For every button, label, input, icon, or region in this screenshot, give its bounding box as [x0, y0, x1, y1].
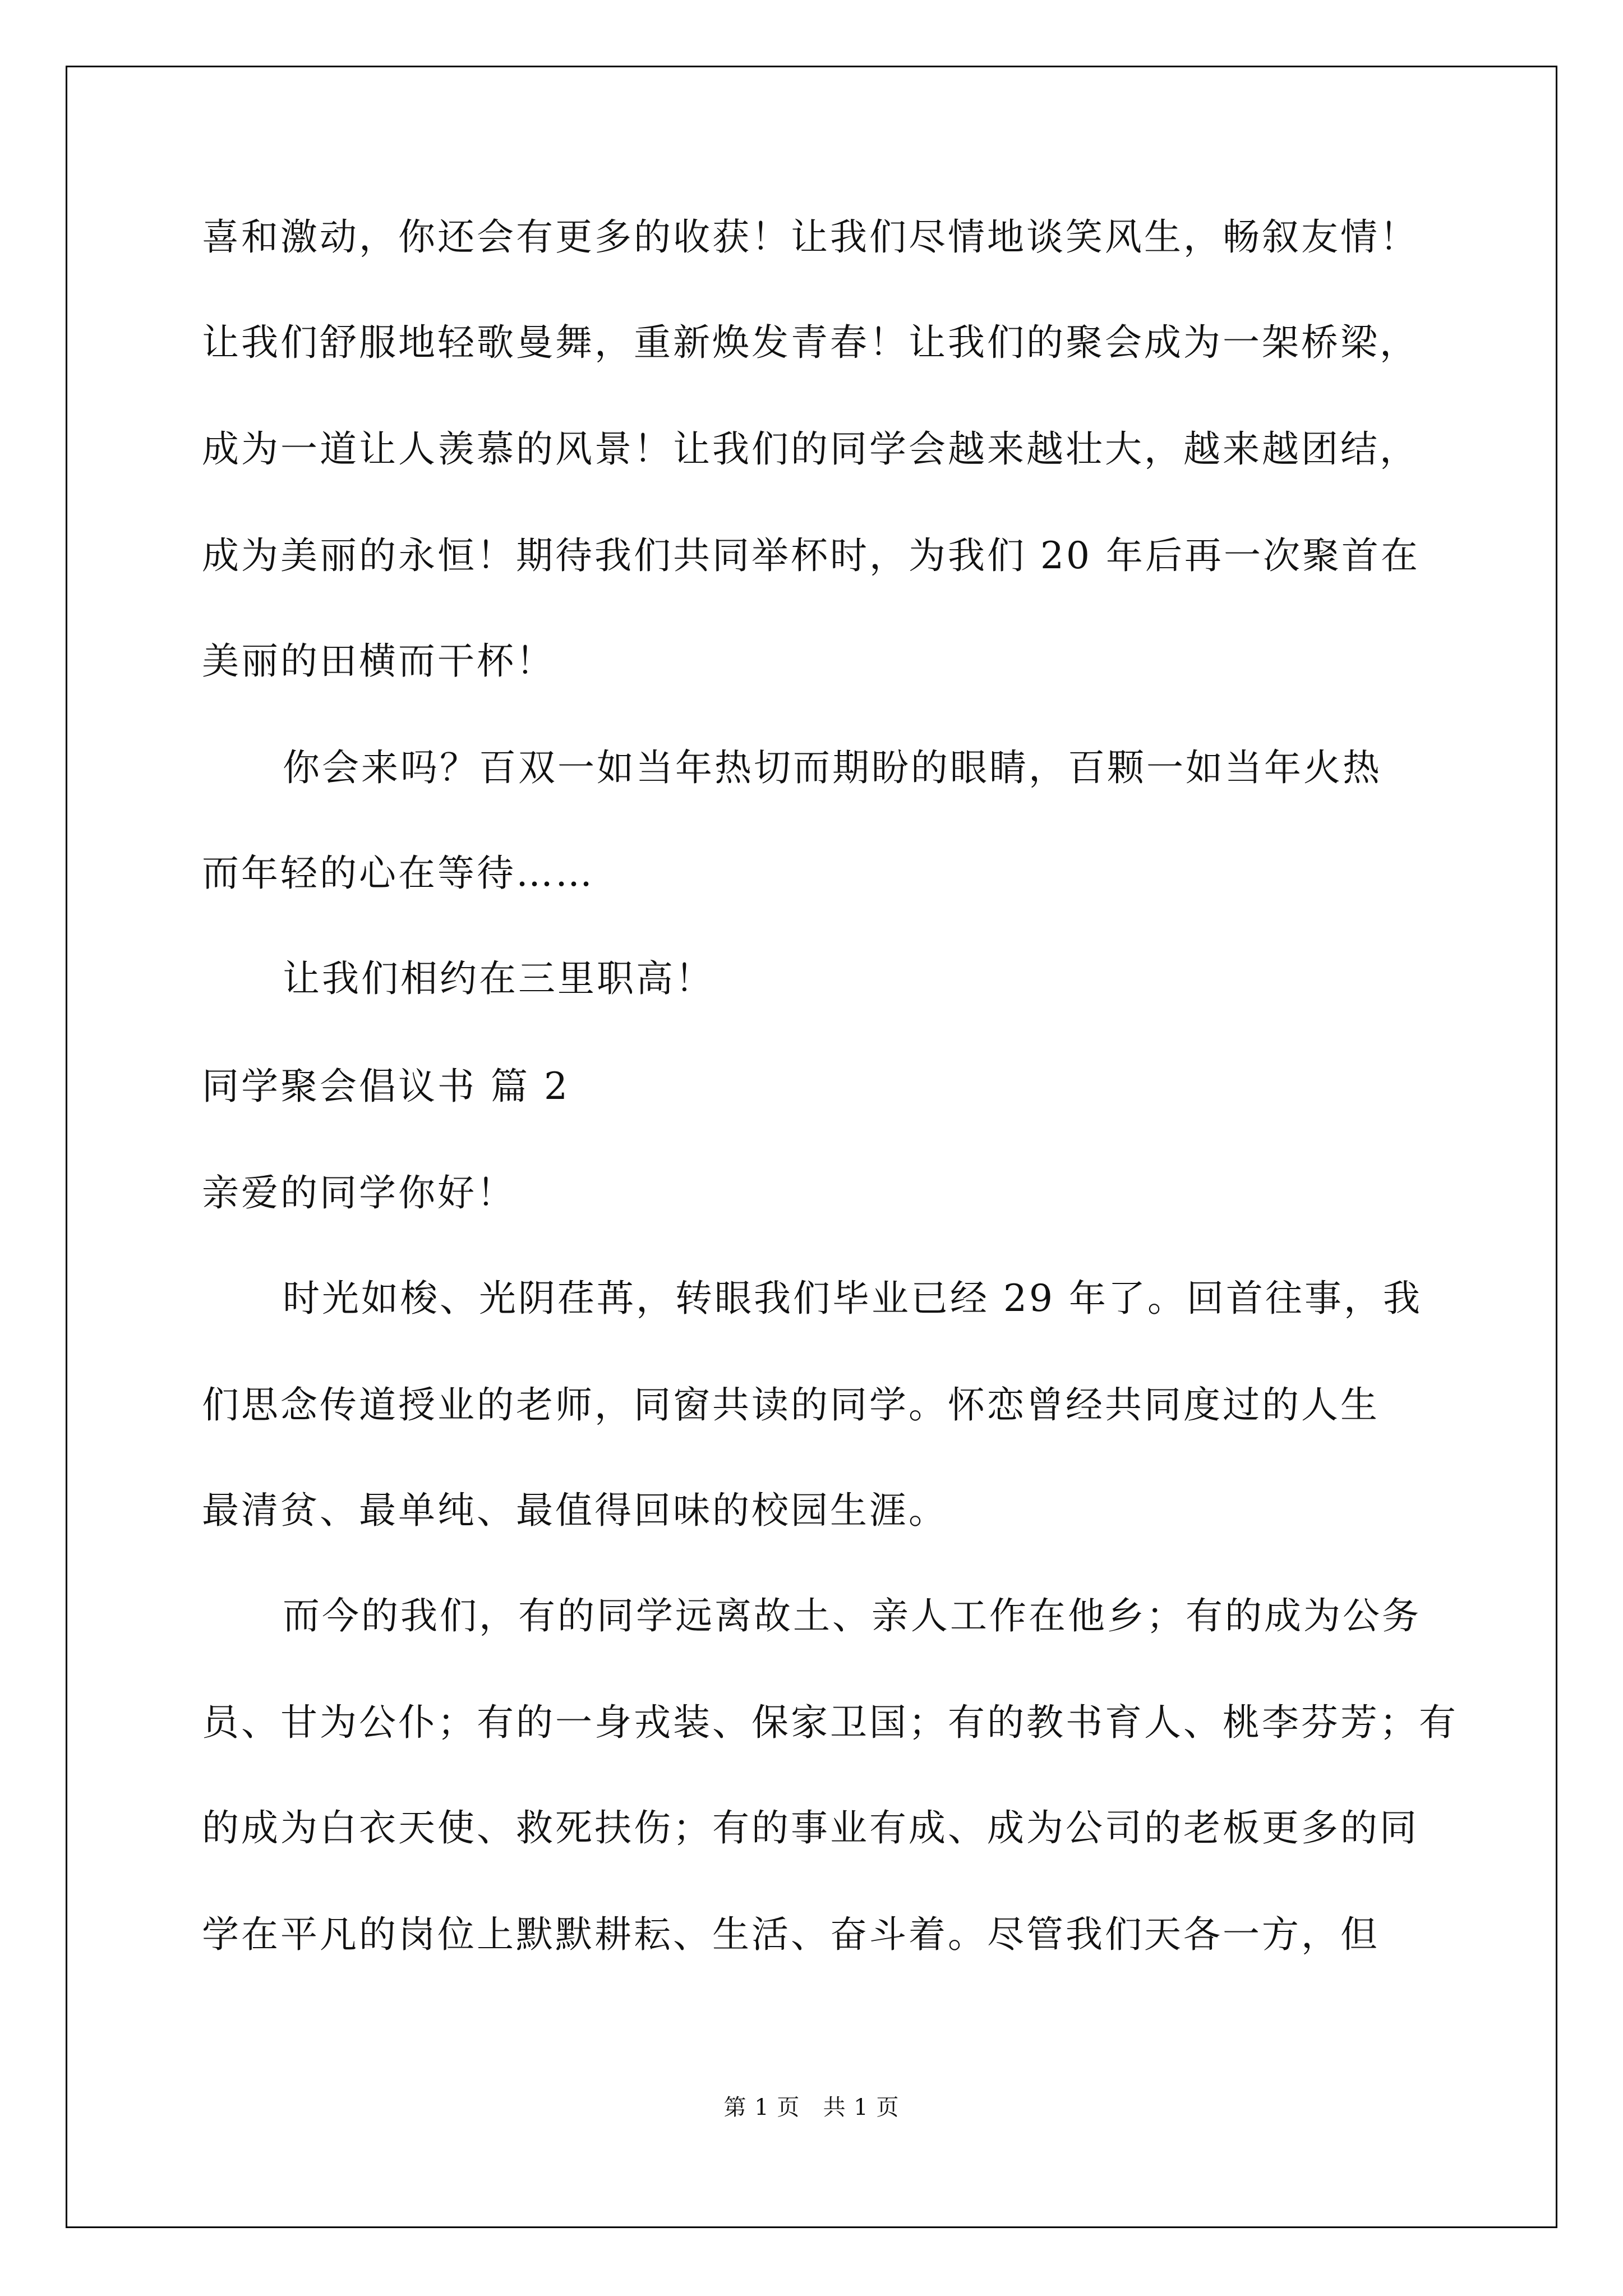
text-line: 的成为白衣天使、救死扶伤；有的事业有成、成为公司的老板更多的同	[202, 1806, 1419, 1849]
section-heading: 同学聚会倡议书 篇 2	[202, 1065, 570, 1108]
text-line: 成为一道让人羡慕的风景！让我们的同学会越来越壮大，越来越团结，	[202, 427, 1419, 471]
text-line: 学在平凡的岗位上默默耕耘、生活、奋斗着。尽管我们天各一方，但	[202, 1913, 1380, 1956]
text-line: 让我们舒服地轻歌曼舞，重新焕发青春！让我们的聚会成为一架桥梁，	[202, 321, 1419, 364]
page-footer: 第 1 页 共 1 页	[723, 2095, 900, 2120]
text-line: 美丽的田横而干杯！	[202, 639, 555, 683]
text-line: 们思念传道授业的老师，同窗共读的同学。怀恋曾经共同度过的人生	[202, 1383, 1380, 1427]
text-line: 让我们相约在三里职高！	[283, 957, 714, 1000]
text-line: 成为美丽的永恒！期待我们共同举杯时，为我们 20 年后再一次聚首在	[202, 534, 1420, 577]
salutation: 亲爱的同学你好！	[202, 1171, 516, 1214]
text-line: 而今的我们，有的同学远离故土、亲人工作在他乡；有的成为公务	[283, 1594, 1421, 1637]
text-line: 时光如梭、光阴荏苒，转眼我们毕业已经 29 年了。回首往事，我	[283, 1277, 1422, 1320]
text-line: 最清贫、最单纯、最值得回味的校园生涯。	[202, 1489, 948, 1532]
page-frame	[66, 66, 1557, 2228]
text-line: 你会来吗？百双一如当年热切而期盼的眼睛，百颗一如当年火热	[283, 746, 1382, 789]
text-line: 而年轻的心在等待……	[202, 852, 594, 895]
text-line: 喜和激动，你还会有更多的收获！让我们尽情地谈笑风生，畅叙友情！	[202, 215, 1419, 259]
text-line: 员、甘为公仆；有的一身戎装、保家卫国；有的教书育人、桃李芬芳；有	[202, 1701, 1458, 1744]
